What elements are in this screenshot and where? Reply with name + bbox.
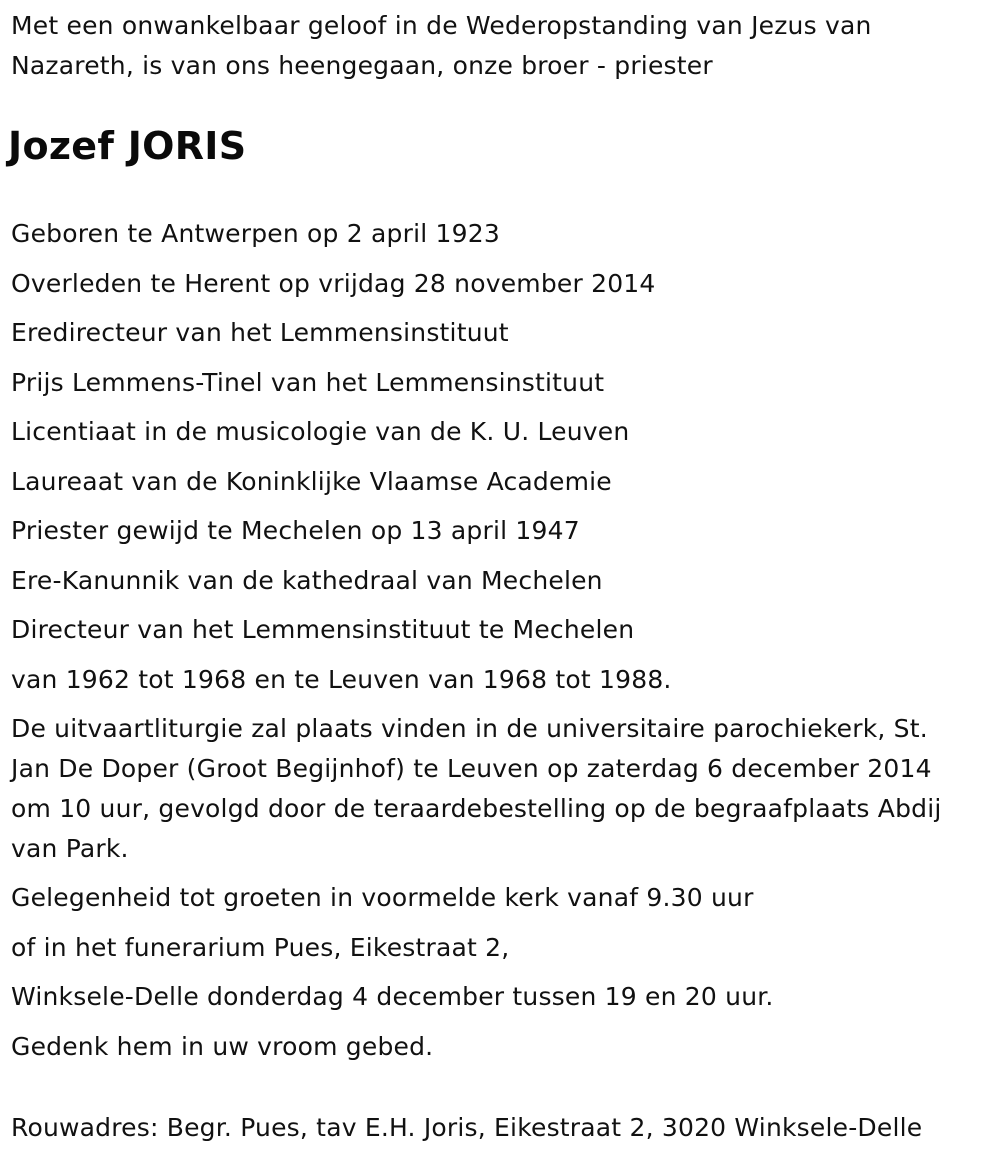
biography-item: Geboren te Antwerpen op 2 april 1923 xyxy=(11,219,500,248)
visitation-item: Gedenk hem in uw vroom gebed. xyxy=(11,1032,434,1062)
visitation-item: Gelegenheid tot groeten in voormelde kerk vanaf 9.30 uur xyxy=(11,883,754,912)
visitation-item: Winksele-Delle donderdag 4 december tussen 19 en 20 uur. xyxy=(11,982,774,1012)
biography-item: Prijs Lemmens-Tinel van het Lemmensinstituut xyxy=(11,367,605,397)
biography-item: Overleden te Herent op vrijdag 28 november 2014 xyxy=(11,268,656,298)
funeral-paragraph xyxy=(11,709,991,869)
funeral-line: van Park. xyxy=(11,834,129,863)
funeral-line: om 10 uur, gevolgd door de teraardebestelling op de begraafplaats Abdij xyxy=(11,794,942,823)
intro-line: Nazareth, is van ons heengegaan, onze broer - priester xyxy=(11,51,713,80)
visitation-item: of in het funerarium Pues, Eikestraat 2, xyxy=(11,932,510,962)
intro-line: Met een onwankelbaar geloof in de Wederopstanding van Jezus van xyxy=(11,11,872,40)
biography-item: van 1962 tot 1968 en te Leuven van 1968 tot 1988. xyxy=(11,664,672,694)
biography-item: Laureaat van de Koninklijke Vlaamse Academie xyxy=(11,466,612,496)
biography-item: Ere-Kanunnik van de kathedraal van Mechelen xyxy=(11,565,603,595)
biography-item: Priester gewijd te Mechelen op 13 april 1947 xyxy=(11,516,580,545)
deceased-name: Jozef JORIS xyxy=(8,124,247,168)
visitation-list xyxy=(11,878,991,1077)
funeral-line: De uitvaartliturgie zal plaats vinden in de universitaire parochiekerk, St. xyxy=(11,714,928,743)
biography-item: Eredirecteur van het Lemmensinstituut xyxy=(11,318,509,347)
biography-item: Directeur van het Lemmensinstituut te Mechelen xyxy=(11,615,635,644)
mourning-address: Rouwadres: Begr. Pues, tav E.H. Joris, Eikestraat 2, 3020 Winksele-Delle xyxy=(11,1113,923,1142)
biography-list xyxy=(11,214,991,709)
biography-item: Licentiaat in de musicologie van de K. U. Leuven xyxy=(11,417,630,446)
funeral-line: Jan De Doper (Groot Begijnhof) te Leuven op zaterdag 6 december 2014 xyxy=(11,754,932,783)
intro-paragraph xyxy=(11,6,991,86)
